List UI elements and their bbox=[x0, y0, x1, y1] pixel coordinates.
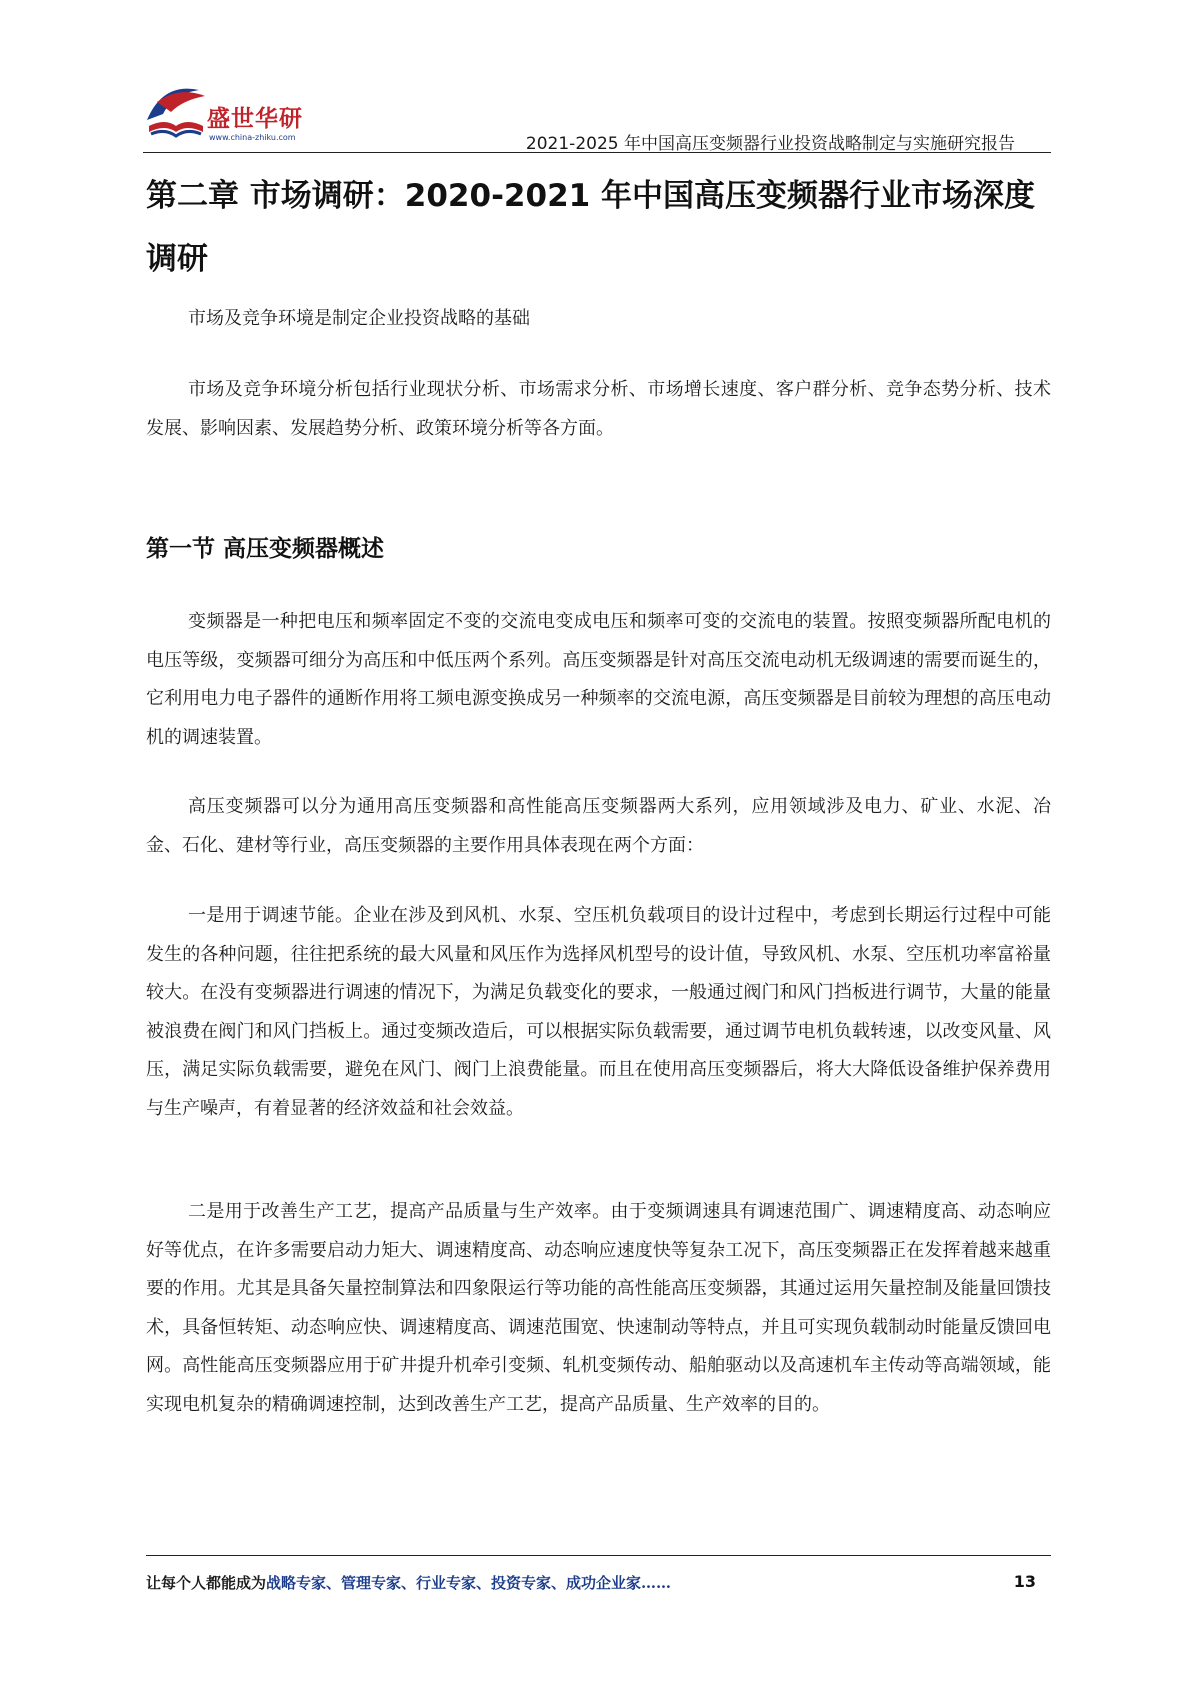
book-logo-icon bbox=[143, 80, 209, 146]
page-number: 13 bbox=[1013, 1572, 1036, 1591]
header-divider bbox=[143, 152, 1051, 153]
intro-paragraph: 市场及竞争环境是制定企业投资战略的基础 bbox=[188, 308, 530, 329]
section-title: 第一节 高压变频器概述 bbox=[146, 536, 385, 562]
body-paragraph: 高压变频器可以分为通用高压变频器和高性能高压变频器两大系列，应用领域涉及电力、矿业、水泥、冶金、石化、建材等行业，高压变频器的主要作用具体表现在两个方面： bbox=[146, 796, 1051, 856]
footer-slogan-prefix: 让每个人都能成为 bbox=[146, 1574, 267, 1592]
page-footer bbox=[146, 1572, 1051, 1602]
page-header bbox=[143, 80, 1051, 154]
footer-divider bbox=[146, 1555, 1051, 1556]
body-paragraph: 一是用于调速节能。企业在涉及到风机、水泵、空压机负载项目的设计过程中，考虑到长期运行过程中可能发生的各种问题，往往把系统的最大风量和风压作为选择风机型号的设计值，导致风机、水泵、空压机功率富裕量较大。在没有变频器进行调速的情况下，为满足负载变化的要求，一般通过阀门和风门挡板进行调节，大量的能量被浪费在阀门和风门挡板上。通过变频改造后，可以根据实际负载需要，通过调节电机负载转速，以改变风量、风压，满足实际负载需要，避免在风门、阀门上浪费能量。而且在使用高压变频器后，将大大降低设备维护保养费用与生产噪声，有着显著的经济效益和社会效益。 bbox=[146, 905, 1051, 1119]
chapter-title: 第二章 市场调研：2020-2021 年中国高压变频器行业市场深度调研 bbox=[146, 178, 1036, 277]
brand-url: www.china-zhiku.com bbox=[209, 133, 296, 142]
body-paragraph: 二是用于改善生产工艺，提高产品质量与生产效率。由于变频调速具有调速范围广、调速精度高、动态响应好等优点，在许多需要启动力矩大、调速精度高、动态响应速度快等复杂工况下，高压变频器正在发挥着越来越重要的作用。尤其是具备矢量控制算法和四象限运行等功能的高性能高压变频器，其通过运用矢量控制及能量回馈技术，具备恒转矩、动态响应快、调速精度高、调速范围宽、快速制动等特点，并且可实现负载制动时能量反馈回电网。高性能高压变频器应用于矿井提升机牵引变频、轧机变频传动、船舶驱动以及高速机车主传动等高端领域，能实现电机复杂的精确调速控制，达到改善生产工艺，提高产品质量、生产效率的目的。 bbox=[146, 1201, 1051, 1415]
company-logo bbox=[143, 80, 313, 150]
report-title: 2021-2025 年中国高压变频器行业投资战略制定与实施研究报告 bbox=[525, 134, 1015, 154]
intro-paragraph: 市场及竞争环境分析包括行业现状分析、市场需求分析、市场增长速度、客户群分析、竞争态势分析、技术发展、影响因素、发展趋势分析、政策环境分析等各方面。 bbox=[146, 379, 1051, 439]
brand-name: 盛世华研 bbox=[207, 106, 303, 132]
body-paragraph: 变频器是一种把电压和频率固定不变的交流电变成电压和频率可变的交流电的装置。按照变频器所配电机的电压等级，变频器可细分为高压和中低压两个系列。高压变频器是针对高压交流电动机无级调速的需要而诞生的，它利用电力电子器件的通断作用将工频电源变换成另一种频率的交流电源，高压变频器是目前较为理想的高压电动机的调速装置。 bbox=[146, 611, 1051, 748]
footer-slogan-roles: 战略专家、管理专家、行业专家、投资专家、成功企业家…… bbox=[266, 1574, 672, 1592]
